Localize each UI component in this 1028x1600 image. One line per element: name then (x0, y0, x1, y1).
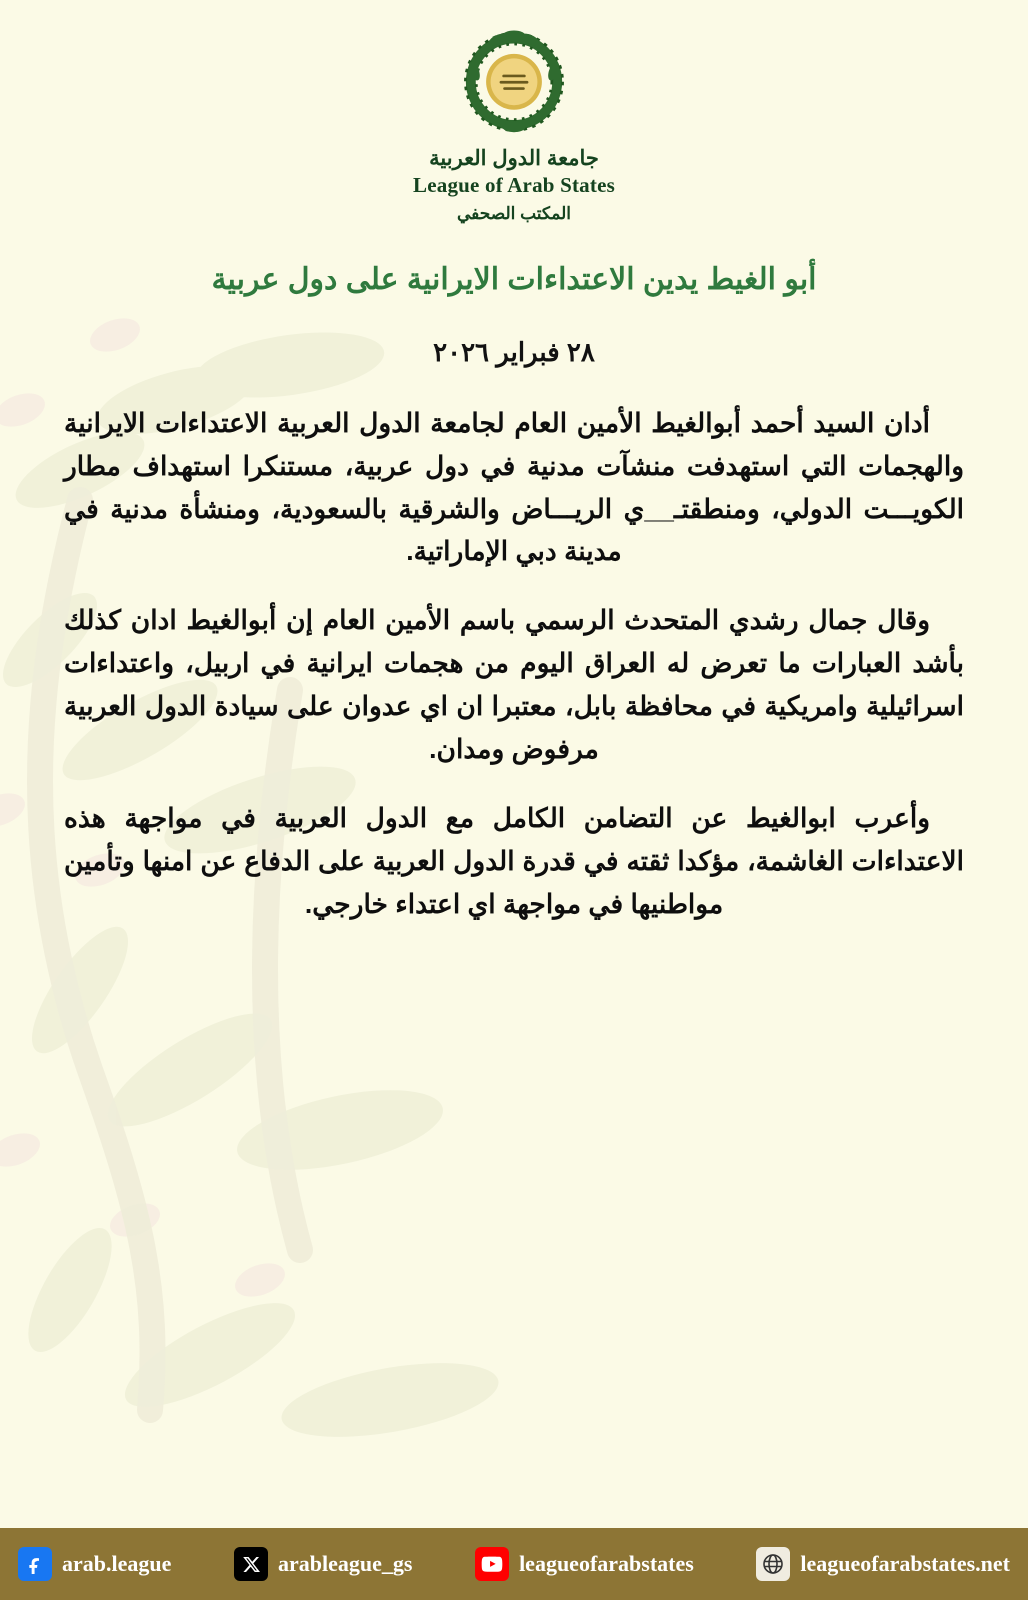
social-link-youtube[interactable] (475, 1547, 694, 1581)
page-title: أبو الغيط يدين الاعتداءات الايرانية على دول عربية (211, 263, 817, 297)
youtube-handle: leagueofarabstates (519, 1551, 694, 1576)
website-icon (756, 1547, 790, 1581)
facebook-handle: arab.league (62, 1551, 172, 1576)
organization-name-english: League of Arab States (413, 173, 615, 198)
document-header (0, 0, 1028, 224)
x-handle: arableague_gs (278, 1551, 413, 1576)
social-link-website[interactable] (756, 1547, 1010, 1581)
social-link-facebook[interactable] (18, 1547, 171, 1581)
organization-name-arabic: جامعة الدول العربية (429, 147, 599, 170)
paragraph-1: أدان السيد أحمد أبوالغيط الأمين العام لجامعة الدول العربية الاعتداءات الايرانية والهجمات التي استهدفت منشآت مدنية في دول عربية، مستنكرا استهداف مطار الكويـــت الدولي، ومنطقتـ__ي الريـــاض والشرقية بالسعودية، ومنشأة مدنية في مدينة دبي الإماراتية. (64, 407, 964, 567)
youtube-icon (475, 1547, 509, 1581)
paragraph-2: وقال جمال رشدي المتحدث الرسمي باسم الأمين العام إن أبوالغيط ادان كذلك بأشد العبارات ما تعرض له العراق اليوم من هجمات ايرانية في اربيل، واعتداءات اسرائيلية وامريكية في محافظة بابل، معتبرا ان اي عدوان على سيادة الدول العربية مرفوض ومدان. (64, 605, 964, 765)
league-of-arab-states-emblem (460, 26, 568, 134)
social-footer (0, 1528, 1028, 1600)
paragraph-3: وأعرب ابوالغيط عن التضامن الكامل مع الدول العربية في مواجهة هذه الاعتداءات الغاشمة، مؤكدا ثقته في قدرة الدول العربية على الدفاع عن امنها وتأمين مواطنيها في مواجهة اي اعتداء خارجي. (64, 803, 964, 919)
social-link-x[interactable] (234, 1547, 412, 1581)
press-release-body (64, 402, 964, 926)
facebook-icon (18, 1547, 52, 1581)
x-twitter-icon (234, 1547, 268, 1581)
website-url: leagueofarabstates.net (800, 1551, 1010, 1576)
publication-date: ٢٨ فبراير ٢٠٢٦ (433, 336, 595, 367)
department-name: المكتب الصحفي (456, 204, 572, 224)
